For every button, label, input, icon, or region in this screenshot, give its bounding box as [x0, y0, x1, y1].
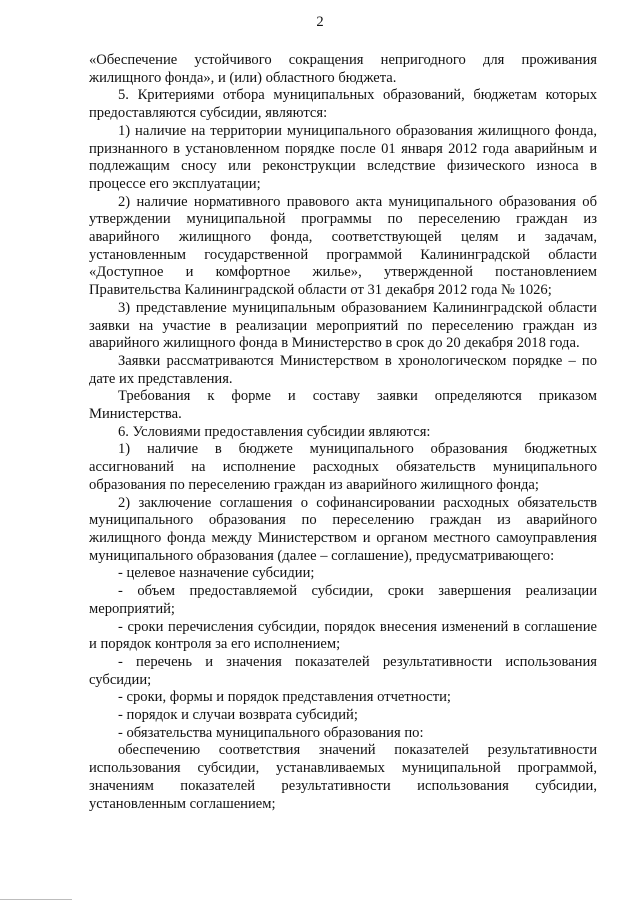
list-item: - целевое назначение субсидии;: [118, 565, 315, 582]
list-item: - обязательства муниципального образования по:: [118, 724, 424, 741]
paragraph: 6. Условиями предоставления субсидии являются:: [118, 423, 431, 440]
paragraph: Требования к форме и составу заявки определяются приказом Министерства.: [89, 388, 597, 423]
page-edge-mark: [0, 899, 72, 900]
paragraph: обеспечению соответствия значений показателей результативности использования субсидии, устанавливаемых муниципальной программой, значениям показателей результативности использования субсидии, установленным соглашением;: [89, 742, 597, 812]
page-number: 2: [316, 14, 324, 30]
paragraph: 5. Критериями отбора муниципальных образований, бюджетам которых предоставляются субсидии, являются:: [89, 87, 597, 122]
list-item: - перечень и значения показателей результативности использования субсидии;: [89, 653, 597, 688]
list-item: - объем предоставляемой субсидии, сроки завершения реализации мероприятий;: [89, 583, 597, 617]
paragraph: «Обеспечение устойчивого сокращения непригодного для проживания жилищного фонда», и (или) областного бюджета.: [89, 52, 597, 86]
list-item: - сроки перечисления субсидии, порядок внесения изменений в соглашение и порядок контроля за его исполнением;: [89, 618, 597, 653]
paragraph: 3) представление муниципальным образованием Калининградской области заявки на участие в реализации мероприятий по переселению граждан из аварийного жилищного фонда в Министерство в срок до 20 декабря 2018 года.: [89, 299, 597, 352]
paragraph: 2) заключение соглашения о софинансировании расходных обязательств муниципального образования по переселению граждан из аварийного жилищного фонда между Министерством и органом местного самоуправления муниципального образования (далее – соглашение), предусматривающего:: [89, 494, 597, 564]
paragraph: 2) наличие нормативного правового акта муниципального образования об утверждении муниципальной программы по переселению граждан из аварийного жилищного фонда, соответствующей целям и задачам, установленным государственной программой Калининградской области «Доступное и комфортное жилье», утвержденной постановлением Правительства Калининградской области от 31 декабря 2012 года № 1026;: [89, 193, 597, 299]
paragraph: 1) наличие в бюджете муниципального образования бюджетных ассигнований на исполнение расходных обязательств муниципального образования по переселению граждан из аварийного жилищного фонда;: [89, 441, 597, 493]
body-text: [89, 52, 597, 813]
paragraph: Заявки рассматриваются Министерством в хронологическом порядке – по дате их представления.: [89, 352, 597, 387]
list-item: - порядок и случаи возврата субсидий;: [118, 707, 358, 724]
paragraph: 1) наличие на территории муниципального образования жилищного фонда, признанного в установленном порядке после 01 января 2012 года аварийным и подлежащим сносу или реконструкции вследствие физического износа в процессе его эксплуатации;: [89, 122, 597, 192]
list-item: - сроки, формы и порядок представления отчетности;: [118, 689, 451, 706]
